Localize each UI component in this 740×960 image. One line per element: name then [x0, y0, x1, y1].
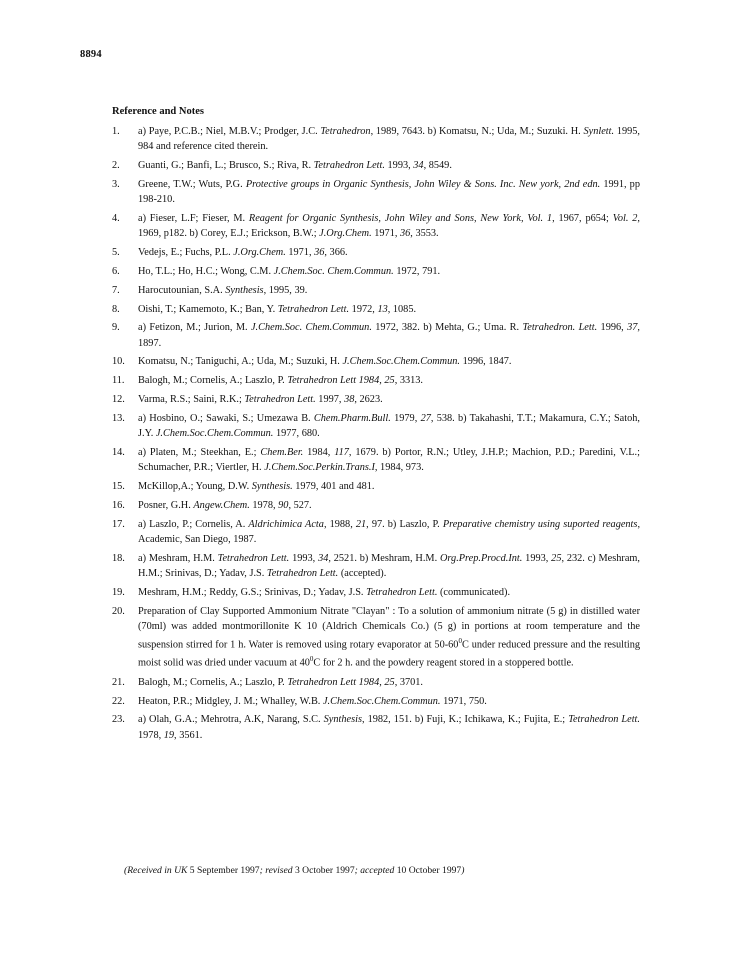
reference-text	[138, 392, 640, 407]
reference-item	[112, 551, 640, 581]
reference-segment: Balogh, M.; Cornelis, A.; Laszlo, P.	[138, 676, 288, 688]
italic-text: Protective groups in Organic Synthesis, John Wiley & Sons. Inc. New york, 2nd edn.	[245, 178, 601, 190]
reference-segment: C for 2 h. and the powdery reagent stored in a stoppered bottle.	[313, 657, 574, 669]
reference-number: 15.	[112, 481, 125, 493]
reference-item	[112, 264, 640, 279]
italic-text: Reagent for Organic Synthesis, John Wiley and Sons, New York, Vol. 1	[248, 212, 553, 224]
reference-item	[112, 158, 640, 173]
reference-segment: 1978,	[249, 499, 279, 511]
reference-segment: , 1897.	[138, 322, 640, 349]
italic-text: Tetrahedron Lett.	[277, 303, 350, 315]
italic-text: 36	[400, 227, 411, 239]
reference-item	[112, 124, 640, 154]
reference-segment: 1991, pp 198-210.	[138, 178, 640, 205]
italic-text: Tetrahedron. Lett.	[522, 322, 598, 334]
reference-segment: , 1982, 151. b) Fuji, K.; Ichikawa, K.; Fujita, E.;	[361, 714, 569, 726]
reference-text	[138, 585, 640, 600]
reference-item	[112, 373, 640, 388]
reference-number: 13.	[112, 413, 125, 425]
reference-segment: , 8549.	[423, 159, 452, 171]
reference-segment: Varma, R.S.; Saini, R.K.;	[138, 394, 245, 406]
reference-segment: , Academic, San Diego, 1987.	[138, 518, 641, 545]
reference-text	[138, 373, 640, 388]
italic-text: J.Org.Chem.	[319, 227, 372, 239]
reference-segment: 1972, 382. b) Mehta, G.; Uma. R.	[371, 322, 523, 334]
italic-text: 90	[278, 499, 289, 511]
revised-label: ; revised	[259, 865, 295, 876]
reference-number: 7.	[112, 284, 120, 296]
italic-text: Angew.Chem.	[193, 499, 250, 511]
italic-text: 37	[627, 322, 638, 334]
reference-text	[138, 177, 640, 207]
reference-number: 9.	[112, 322, 120, 334]
reference-segment: 1971,	[285, 246, 315, 258]
reference-segment: Guanti, G.; Banfi, L.; Brusco, S.; Riva, R.	[138, 159, 314, 171]
italic-text: 38	[344, 394, 355, 406]
italic-text: 13	[377, 303, 388, 315]
reference-number: 16.	[112, 499, 125, 511]
reference-segment: 1993,	[289, 552, 319, 564]
reference-text	[138, 245, 640, 260]
reference-segment: Oishi, T.; Kamemoto, K.; Ban, Y.	[138, 303, 278, 315]
italic-text: Tetrahedron Lett.	[568, 714, 640, 726]
reference-number: 17.	[112, 518, 125, 530]
reference-item	[112, 411, 640, 441]
reference-text	[138, 712, 640, 742]
reference-item	[112, 498, 640, 513]
italic-text: 25	[384, 375, 395, 387]
reference-segment: , 3553.	[410, 227, 439, 239]
reference-segment: ,	[379, 676, 385, 688]
italic-text: J.Chem.Soc.Perkin.Trans.I	[264, 462, 375, 474]
reference-segment: Greene, T.W.; Wuts, P.G.	[138, 178, 246, 190]
page-number: 8894	[80, 49, 102, 60]
reference-segment: Meshram, H.M.; Reddy, G.S.; Srinivas, D.; Yadav, J.S.	[138, 586, 367, 598]
reference-item	[112, 445, 640, 475]
italic-text: Aldrichimica Acta	[248, 518, 324, 530]
reference-text	[138, 445, 640, 475]
reference-list	[112, 124, 640, 746]
reference-segment: 1979,	[390, 413, 421, 425]
reference-text	[138, 302, 640, 317]
reference-segment: , 2521. b) Meshram, H.M.	[328, 552, 440, 564]
reference-item	[112, 211, 640, 241]
reference-text	[138, 694, 640, 709]
reference-number: 10.	[112, 356, 125, 368]
italic-text: Vol. 2	[612, 212, 638, 224]
reference-segment: 1978,	[138, 729, 164, 741]
reference-segment: 1984,	[303, 447, 335, 459]
received-date: 5 September 1997	[189, 865, 260, 876]
reference-number: 6.	[112, 265, 120, 277]
reference-segment: a) Paye, P.C.B.; Niel, M.B.V.; Prodger, J.C.	[138, 126, 321, 137]
reference-item	[112, 245, 640, 260]
reference-number: 22.	[112, 695, 125, 707]
reference-number: 11.	[112, 375, 125, 387]
reference-segment: , 3313.	[394, 375, 424, 387]
reference-segment: , 1995, 39.	[263, 284, 308, 296]
reference-number: 2.	[112, 159, 120, 171]
reference-number: 18.	[112, 552, 125, 564]
reference-text	[138, 354, 640, 369]
italic-text: Chem.Ber.	[260, 447, 304, 459]
italic-text: 34	[413, 159, 424, 171]
reference-segment: Ho, T.L.; Ho, H.C.; Wong, C.M.	[138, 265, 274, 277]
reference-item	[112, 694, 640, 709]
reference-segment: 1972,	[349, 303, 378, 315]
reference-text	[138, 124, 640, 154]
reference-segment: , 366.	[324, 246, 348, 258]
reference-segment: Posner, G.H.	[138, 499, 194, 511]
italic-text: J.Org.Chem.	[233, 246, 286, 258]
reference-segment: a) Olah, G.A.; Mehrotra, A.K, Narang, S.C.	[138, 714, 324, 726]
reference-item	[112, 320, 640, 350]
italic-text: Tetrahedron Lett 1984	[287, 375, 380, 387]
reference-segment: 1977, 680.	[273, 428, 320, 440]
reference-number: 5.	[112, 246, 120, 258]
reference-number: 4.	[112, 212, 120, 224]
reference-text	[138, 675, 640, 690]
reference-segment: , 1085.	[387, 303, 417, 315]
reference-segment: a) Meshram, H.M.	[138, 552, 218, 564]
italic-text: 34	[318, 552, 329, 564]
reference-segment: , 1989, 7643. b) Komatsu, N.; Uda, M.; Suzuki. H.	[370, 126, 584, 137]
reference-segment: Vedejs, E.; Fuchs, P.L.	[138, 246, 234, 258]
italic-text: 27	[420, 413, 431, 425]
reference-segment: Komatsu, N.; Taniguchi, A.; Uda, M.; Suzuki, H.	[138, 356, 343, 368]
reference-segment: 1971,	[371, 227, 400, 239]
reference-segment: a) Fetizon, M.; Jurion, M.	[138, 322, 251, 334]
italic-text: Org.Prep.Procd.Int.	[439, 552, 523, 564]
reference-segment: McKillop,A.; Young, D.W.	[138, 481, 252, 493]
reference-item	[112, 392, 640, 407]
reference-segment: 1995, 984 and reference cited therein.	[138, 126, 640, 153]
reference-text	[138, 498, 640, 513]
reference-item	[112, 479, 640, 494]
reference-segment: , 1679. b) Portor, R.N.; Utley, J.H.P.; Machion, P.D.; Paredini, V.L.; Schumacher, P.R.; Viertler, H.	[138, 447, 640, 474]
reference-number: 12.	[112, 394, 125, 406]
reference-segment: , 2623.	[354, 394, 383, 406]
italic-text: Chem.Pharm.Bull.	[313, 413, 391, 425]
reference-number: 14.	[112, 447, 125, 459]
italic-text: Tetrahedron Lett.	[217, 552, 290, 564]
reference-text	[138, 604, 640, 671]
italic-text: 36	[314, 246, 325, 258]
italic-text: 19	[163, 729, 175, 741]
reference-item	[112, 354, 640, 369]
reference-text	[138, 264, 640, 279]
accepted-date: 10 October 1997	[396, 865, 462, 876]
italic-text: Tetrahedron Lett.	[313, 159, 385, 171]
italic-text: J.Chem.Soc.Chem.Commun.	[155, 428, 274, 440]
italic-text: Synthesis.	[251, 481, 293, 493]
reference-item	[112, 712, 640, 742]
reference-segment: a) Laszlo, P.; Cornelis, A.	[138, 518, 249, 530]
reference-segment: (accepted).	[338, 567, 387, 579]
reference-segment: 1997,	[315, 394, 345, 406]
reference-text	[138, 551, 640, 581]
reference-segment: , 97. b) Laszlo, P.	[366, 518, 443, 530]
reference-segment: 1996, 1847.	[460, 356, 512, 368]
reference-item	[112, 302, 640, 317]
reference-segment: a) Platen, M.; Steekhan, E.;	[138, 447, 261, 459]
italic-text: 21	[355, 518, 367, 530]
reference-segment: , 3561.	[174, 729, 203, 741]
italic-text: Tetrahedron Lett.	[366, 586, 438, 598]
reference-text	[138, 211, 640, 241]
reference-number: 1.	[112, 126, 120, 137]
reference-segment: , 1967, p654;	[552, 212, 613, 224]
reference-item	[112, 517, 640, 547]
reference-segment: , 1984, 973.	[374, 462, 424, 474]
italic-text: Synlett.	[583, 126, 615, 137]
italic-text: Tetrahedron Lett.	[244, 394, 316, 406]
reference-segment: 1993,	[522, 552, 552, 564]
reference-number: 21.	[112, 676, 125, 688]
accepted-label: ; accepted	[354, 865, 397, 876]
italic-text: Tetrahedron Lett.	[266, 567, 339, 579]
reference-number: 19.	[112, 586, 125, 598]
footer-prefix: (Received in UK	[124, 865, 190, 876]
reference-segment: a) Fieser, L.F; Fieser, M.	[138, 212, 249, 224]
revised-date: 3 October 1997	[294, 865, 355, 876]
reference-number: 23.	[112, 714, 125, 726]
italic-text: 25	[384, 676, 395, 688]
italic-text: J.Chem.Soc.Chem.Commun.	[322, 695, 441, 707]
footer-suffix: )	[461, 865, 465, 876]
reference-segment: , 538. b) Takahashi, T.T.; Makamura, C.Y.; Satoh, J.Y.	[138, 413, 640, 440]
reference-segment: , 232. c) Meshram, H.M.; Srinivas, D.; Yadav, J.S.	[138, 552, 640, 579]
reference-segment: 1996,	[597, 322, 628, 334]
reference-segment: 1972, 791.	[393, 265, 441, 277]
superscript-text: 0	[309, 655, 314, 664]
reference-segment: 1971, 750.	[440, 695, 487, 707]
italic-text: J.Chem.Soc.Chem.Commun.	[342, 356, 460, 368]
reference-segment: Balogh, M.; Cornelis, A.; Laszlo, P.	[138, 375, 288, 387]
reference-item	[112, 585, 640, 600]
reference-number: 20.	[112, 605, 125, 617]
reference-item	[112, 177, 640, 207]
reference-segment: Preparation of Clay Supported Ammonium Nitrate "Clayan" : To a solution of ammonium nitrate (5 g) in distilled water (70ml) was added montmorillonite K 10 (Aldrich Chemicals Co.) (5 g) in portions at room temperature and the suspension stirred for 1 h. Water is removed using rotary evaporator at 50-60	[138, 605, 640, 651]
reference-segment: C under reduced pressure and the resulting moist solid was dried under vacuum at 40	[138, 639, 640, 669]
reference-text	[138, 320, 640, 350]
italic-text: J.Chem.Soc. Chem.Commun.	[250, 322, 372, 334]
italic-text: 25	[551, 552, 562, 564]
reference-segment: , 527.	[288, 499, 312, 511]
references-heading: Reference and Notes	[112, 106, 204, 117]
reference-text	[138, 411, 640, 441]
reference-segment: Harocutounian, S.A.	[138, 284, 226, 296]
italic-text: Tetrahedron	[320, 126, 371, 137]
reference-number: 3.	[112, 178, 120, 190]
reference-segment: ,	[379, 375, 385, 387]
received-dates-note	[124, 865, 464, 876]
reference-item	[112, 283, 640, 298]
reference-item	[112, 675, 640, 690]
italic-text: J.Chem.Soc. Chem.Commun.	[273, 265, 394, 277]
reference-text	[138, 479, 640, 494]
italic-text: Synthesis	[323, 714, 362, 726]
italic-text: Tetrahedron Lett 1984	[287, 676, 380, 688]
reference-number: 8.	[112, 303, 120, 315]
reference-segment: 1979, 401 and 481.	[292, 481, 375, 493]
reference-text	[138, 158, 640, 173]
reference-text	[138, 283, 640, 298]
italic-text: 117	[334, 447, 349, 459]
reference-text	[138, 517, 640, 547]
superscript-text: 0	[458, 636, 462, 645]
reference-segment: a) Hosbino, O.; Sawaki, S.; Umezawa B.	[138, 413, 314, 425]
reference-segment: 1993,	[384, 159, 414, 171]
italic-text: Preparative chemistry using suported reagents	[442, 518, 638, 530]
reference-segment: , 1969, p182. b) Corey, E.J.; Erickson, B.W.;	[138, 212, 640, 239]
reference-item	[112, 604, 640, 671]
reference-segment: , 1988,	[323, 518, 356, 530]
reference-segment: Heaton, P.R.; Midgley, J. M.; Whalley, W.B.	[138, 695, 323, 707]
reference-segment: , 3701.	[394, 676, 424, 688]
reference-segment: (communicated).	[437, 586, 511, 598]
italic-text: Synthesis	[225, 284, 264, 296]
